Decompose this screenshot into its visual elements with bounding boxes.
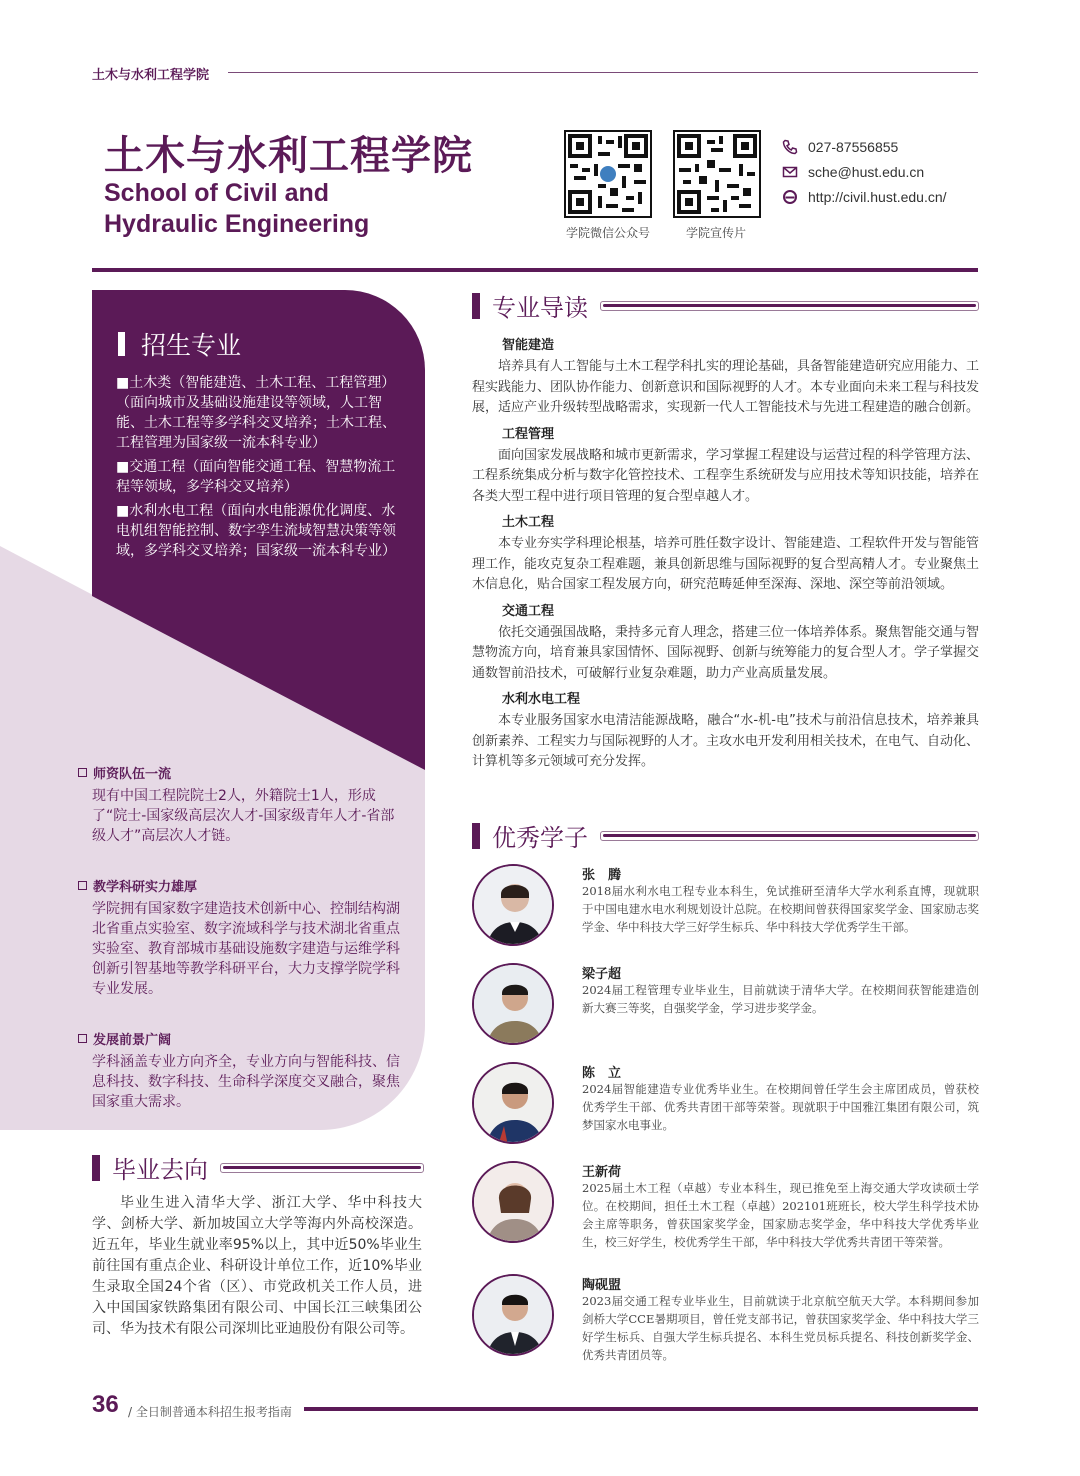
feature-body-prospects: 学科涵盖专业方向齐全，专业方向与智能科技、信息科技、数字科技、生命科学深度交叉融合，聚焦国家重大需求。 bbox=[92, 1054, 400, 1110]
qr-wechat[interactable] bbox=[564, 130, 652, 222]
guide-item-desc: 依托交通强国战略，秉持多元育人理念，搭建三位一体培养体系。聚焦智能交通与智慧物流方向，培育兼具家国情怀、国际视野、创新与统筹能力的复合型人才。学子掌握交通数智前沿技术，可破解行业复杂难题，助力产业高质量发展。 bbox=[472, 624, 980, 681]
avatar bbox=[472, 963, 554, 1045]
footer-rule bbox=[304, 1407, 978, 1411]
student-name: 王新荷 bbox=[582, 1165, 622, 1180]
guide-item-name: 工程管理 bbox=[502, 426, 555, 442]
student-card bbox=[472, 1062, 979, 1162]
title-en-line1: School of Civil and bbox=[104, 179, 330, 207]
guide-item bbox=[472, 600, 979, 685]
contact-website[interactable] bbox=[782, 189, 947, 205]
avatar bbox=[472, 864, 554, 946]
avatar bbox=[472, 1062, 554, 1144]
guide-item-desc: 本专业夯实学科理论根基，培养可胜任数字设计、智能建造、工程软件开发与智能管理工作，能攻克复杂工程难题，兼具创新思维与国际视野的复合型高精人才。专业聚焦土木信息化，贴合国家工程发展方向，研究范畴延伸至深海、深地、深空等前沿领域。 bbox=[472, 536, 980, 592]
person-photo-icon bbox=[474, 965, 554, 1045]
majors-title bbox=[118, 326, 241, 362]
contact-website-text: http://civil.hust.edu.cn/ bbox=[808, 189, 947, 205]
student-card bbox=[472, 1274, 979, 1374]
guide-item-name: 水利水电工程 bbox=[502, 692, 581, 707]
person-photo-icon bbox=[474, 1064, 554, 1144]
student-name: 陶砚盟 bbox=[582, 1278, 622, 1293]
running-head: 土木与水利工程学院 bbox=[92, 68, 210, 83]
guide-item-desc: 本专业服务国家水电清洁能源战略，融合“水-机-电”技术与前沿信息技术，培养兼具创新素养、工程实力与国际视野的人才。主攻水电开发利用相关技术，在电气、自动化、计算机等多元领域可充分发挥。 bbox=[472, 713, 980, 769]
majors-list bbox=[116, 373, 400, 565]
student-desc: 2023届交通工程专业毕业生，目前就读于北京航空航天大学。本科期间参加剑桥大学CCE暑期项目，曾任党支部书记，曾获国家奖学金、华中科技大学三好学生标兵、自强大学生标兵提名、本科生党员标兵提名、科技创新奖学金、优秀共青团员等。 bbox=[582, 1294, 979, 1362]
students-title: 优秀学子 bbox=[492, 824, 588, 852]
qr-caption-wechat: 学院微信公众号 bbox=[565, 226, 650, 240]
avatar bbox=[472, 1161, 554, 1243]
guide-heading bbox=[472, 288, 979, 323]
student-desc: 2018届水利水电工程专业本科生，免试推研至清华大学水利系直博，现就职于中国电建水电水利规划设计总院。在校期间曾获得国家奖学金、国家励志奖学金、华中科技大学三好学生标兵、华中科技大学优秀学生干部。 bbox=[582, 884, 979, 934]
graduation-heading bbox=[92, 1150, 424, 1185]
student-card bbox=[472, 963, 979, 1063]
majors-title-text: 招生专业 bbox=[141, 331, 242, 360]
guide-item bbox=[472, 688, 979, 773]
browser-icon bbox=[782, 189, 798, 205]
contact-email[interactable] bbox=[782, 164, 924, 180]
feature-body-faculty: 现有中国工程院院士2人，外籍院士1人，形成了“院士-国家级高层次人才-国家级青年人才-省部级人才”高层次人才链。 bbox=[92, 788, 395, 844]
student-card bbox=[472, 1161, 979, 1261]
guide-item bbox=[472, 423, 979, 508]
page-number: 36 bbox=[92, 1391, 119, 1418]
heading-deco-line bbox=[600, 301, 979, 311]
student-card bbox=[472, 864, 979, 964]
footer-text: / 全日制普通本科招生报考指南 bbox=[128, 1405, 292, 1419]
contact-phone-text: 027-87556855 bbox=[808, 139, 899, 155]
major-item: ■水利水电工程（面向水电能源优化调度、水电机组智能控制、数字孪生流域智慧决策等领域，多学科交叉培养；国家级一流本科专业） bbox=[116, 503, 396, 559]
avatar bbox=[472, 1274, 554, 1356]
students-heading bbox=[472, 818, 979, 853]
student-name: 陈 立 bbox=[582, 1066, 622, 1081]
section-bar bbox=[472, 293, 480, 319]
major-guide-list bbox=[472, 334, 979, 777]
major-item: ■交通工程（面向智能交通工程、智慧物流工程等领域，多学科交叉培养） bbox=[116, 459, 396, 495]
phone-icon bbox=[782, 139, 798, 155]
qr-code-icon bbox=[673, 130, 761, 218]
student-desc: 2024届工程管理专业毕业生，目前就读于清华大学。在校期间获智能建造创新大赛三等奖，自强奖学金，学习进步奖学金。 bbox=[582, 983, 979, 1015]
qr-code-icon bbox=[564, 130, 652, 218]
guide-item-name: 交通工程 bbox=[502, 603, 555, 619]
student-desc: 2024届智能建造专业优秀毕业生。在校期间曾任学生会主席团成员，曾获校优秀学生干部、优秀共青团干部等荣誉。现就职于中国雅江集团有限公司，筑梦国家水电事业。 bbox=[582, 1082, 979, 1132]
guide-item bbox=[472, 334, 979, 419]
person-photo-icon bbox=[474, 866, 554, 946]
page-title: 土木与水利工程学院 bbox=[104, 133, 473, 179]
feature-body-research: 学院拥有国家数字建造技术创新中心、控制结构湖北省重点实验室、数字流域科学与技术湖北省重点实验室、教育部城市基础设施数字建造与运维学科创新引智基地等教学科研平台，大力支撑学院学科专业发展。 bbox=[92, 901, 400, 997]
person-photo-icon bbox=[474, 1276, 554, 1356]
contact-phone[interactable] bbox=[782, 139, 898, 155]
title-en-line2: Hydraulic Engineering bbox=[104, 210, 370, 238]
square-bullet-icon bbox=[78, 1034, 87, 1043]
section-bar bbox=[92, 1155, 100, 1181]
contact-email-text: sche@hust.edu.cn bbox=[808, 164, 925, 180]
student-desc: 2025届土木工程（卓越）专业本科生，现已推免至上海交通大学攻读硕士学位。在校期间，担任土木工程（卓越）202101班班长，校大学生科学技术协会主席等职务，曾获国家奖学金，国家励志奖学金，华中科技大学优秀毕业生，校三好学生，校优秀学生干部，华中科技大学优秀共青团干等荣誉。 bbox=[582, 1181, 979, 1249]
feature-title-prospects: 发展前景广阔 bbox=[78, 1029, 171, 1048]
qr-video[interactable] bbox=[673, 130, 761, 222]
heading-deco-line bbox=[600, 831, 979, 841]
square-bullet-icon bbox=[78, 768, 87, 777]
guide-item bbox=[472, 511, 979, 596]
student-name: 梁子超 bbox=[582, 967, 622, 982]
person-photo-icon bbox=[474, 1163, 554, 1243]
major-item: ■土木类（智能建造、土木工程、工程管理）（面向城市及基础设施建设等领域，人工智能、土木工程等多学科交叉培养；土木工程、工程管理为国家级一流本科专业） bbox=[116, 375, 396, 451]
guide-item-name: 智能建造 bbox=[502, 338, 555, 353]
section-bar bbox=[472, 823, 480, 849]
graduation-body: 毕业生进入清华大学、浙江大学、华中科技大学、剑桥大学、新加坡国立大学等海内外高校深造。近五年，毕业生就业率95%以上，其中近50%毕业生前往国有重点企业、科研设计单位工作，近10%毕业生录取全国24个省（区）、市党政机关工作人员，进入中国国家铁路集团有限公司、中国长江三峡集团公司、华为技术有限公司深圳比亚迪股份有限公司等。 bbox=[92, 1195, 422, 1337]
feature-title-research: 教学科研实力雄厚 bbox=[78, 876, 197, 895]
graduation-title: 毕业去向 bbox=[112, 1156, 208, 1184]
qr-caption-video: 学院宣传片 bbox=[685, 226, 746, 240]
square-bullet-icon bbox=[78, 881, 87, 890]
feature-title-faculty: 师资队伍一流 bbox=[78, 763, 171, 782]
running-head-rule bbox=[228, 72, 978, 73]
guide-title: 专业导读 bbox=[492, 294, 588, 322]
header-rule bbox=[92, 268, 978, 272]
heading-deco-line bbox=[220, 1163, 424, 1173]
page-title-en bbox=[104, 178, 369, 240]
guide-item-desc: 面向国家发展战略和城市更新需求，学习掌握工程建设与运营过程的科学管理方法、工程系统集成分析与数字化管控技术、工程孪生系统研发与应用技术等知识技能，培养在各类大型工程中进行项目管理的复合型卓越人才。 bbox=[472, 447, 980, 504]
section-bar bbox=[118, 332, 125, 356]
guide-item-desc: 培养具有人工智能与土木工程学科扎实的理论基础，具备智能建造研究应用能力、工程实践能力、团队协作能力、创新意识和国际视野的人才。本专业面向未来工程与科技发展，适应产业升级转型战略需求，实现新一代人工智能技术与先进工程建造的融合创新。 bbox=[472, 359, 980, 415]
guide-item-name: 土木工程 bbox=[502, 515, 555, 530]
mail-icon bbox=[782, 164, 798, 180]
student-name: 张 腾 bbox=[582, 868, 622, 883]
